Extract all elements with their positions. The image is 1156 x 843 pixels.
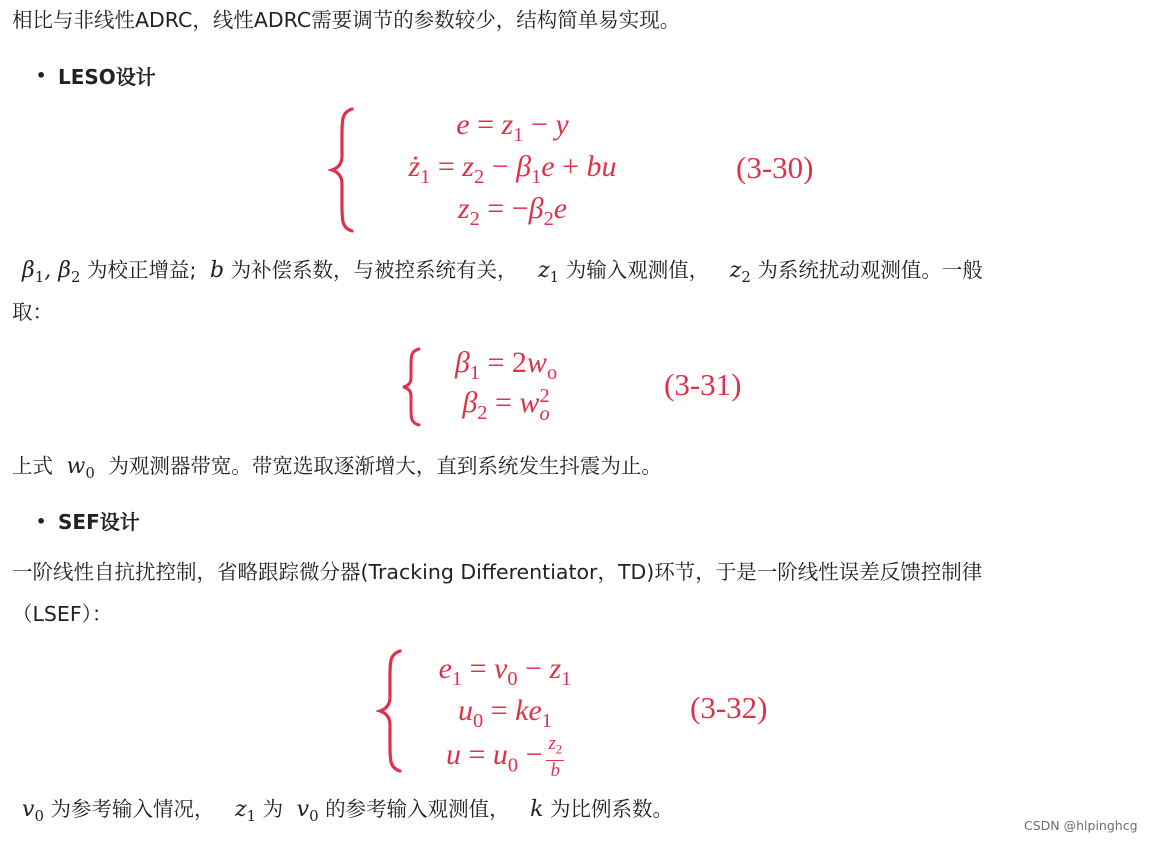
p1-t3: 为输入观测值， (565, 258, 710, 282)
paragraph-lsef-line1: 一阶线性自抗扰控制，省略跟踪微分器(Tracking Differentiator，TD)环节，于是一阶线性误差反馈控制律 (12, 560, 983, 584)
section-heading-sef: SEF设计 (58, 510, 140, 534)
math-z1: $z_1$ (221, 797, 257, 826)
eq31-line1: $\beta_1 = 2w_o$ (454, 346, 558, 385)
eq32-line3: $u = u_0$ − $\frac{z_2}{b}$ (445, 733, 563, 781)
p4-t2: 为 (262, 797, 284, 821)
math-v0: $v_0$ (22, 797, 44, 826)
math-z1: $z_1$ (524, 258, 560, 287)
paragraph-gains (22, 258, 983, 289)
eq30-line3: $z_2 = -\beta_2e$ (457, 192, 568, 231)
eq32-line1: $e_1 = v_0 - z_1$ (438, 652, 572, 691)
bullet-dot: • (36, 66, 47, 85)
section-heading-leso: LESO设计 (58, 65, 156, 89)
eq31-line2: $\beta_2 = w$ 2 o (462, 384, 550, 426)
left-brace-icon (376, 648, 404, 774)
paragraph-reference (22, 797, 673, 828)
eq32-line2: $u_0 = ke_1$ (458, 694, 552, 733)
p1-continuation: 取： (12, 300, 53, 324)
equation-tag-3-30: (3-30) (736, 150, 814, 185)
equation-tag-3-32: (3-32) (690, 690, 768, 725)
math-beta12: $\beta_1$, $\beta_2$ (22, 258, 81, 287)
p2-t2: 为观测器带宽。带宽选取逐渐增大，直到系统发生抖震为止。 (108, 454, 662, 478)
watermark: CSDN @hlpinghcg (1024, 818, 1138, 833)
bullet-dot: • (36, 512, 47, 531)
p4-t4: 为比例系数。 (550, 797, 674, 821)
left-brace-icon (328, 106, 356, 234)
intro-text: 相比与非线性ADRC，线性ADRC需要调节的参数较少，结构简单易实现。 (12, 8, 681, 32)
p1-t4: 为系统扰动观测值。一般 (757, 258, 983, 282)
p4-t1: 为参考输入情况， (50, 797, 215, 821)
eq30-line1: $e = z_1 - y$ (456, 108, 569, 147)
math-v0: $v_0$ (289, 797, 319, 826)
math-z2: $z_2$ (715, 258, 751, 287)
paragraph-bandwidth (12, 454, 662, 485)
equation-tag-3-31: (3-31) (664, 367, 742, 402)
p1-t1: 为校正增益; (87, 258, 197, 282)
p4-t3: 的参考输入观测值， (325, 797, 510, 821)
paragraph-lsef-line2: （LSEF）： (12, 602, 113, 626)
eq30-line2: $ż_1 = z_2 - \beta_1e$ + bu (408, 150, 617, 189)
math-k: k (516, 797, 544, 822)
p2-t1: 上式 (12, 454, 53, 478)
math-b: b (202, 258, 225, 283)
left-brace-icon (399, 346, 423, 428)
p1-t2: 为补偿系数，与被控系统有关， (230, 258, 518, 282)
math-w0: $w_0$ (59, 454, 95, 483)
